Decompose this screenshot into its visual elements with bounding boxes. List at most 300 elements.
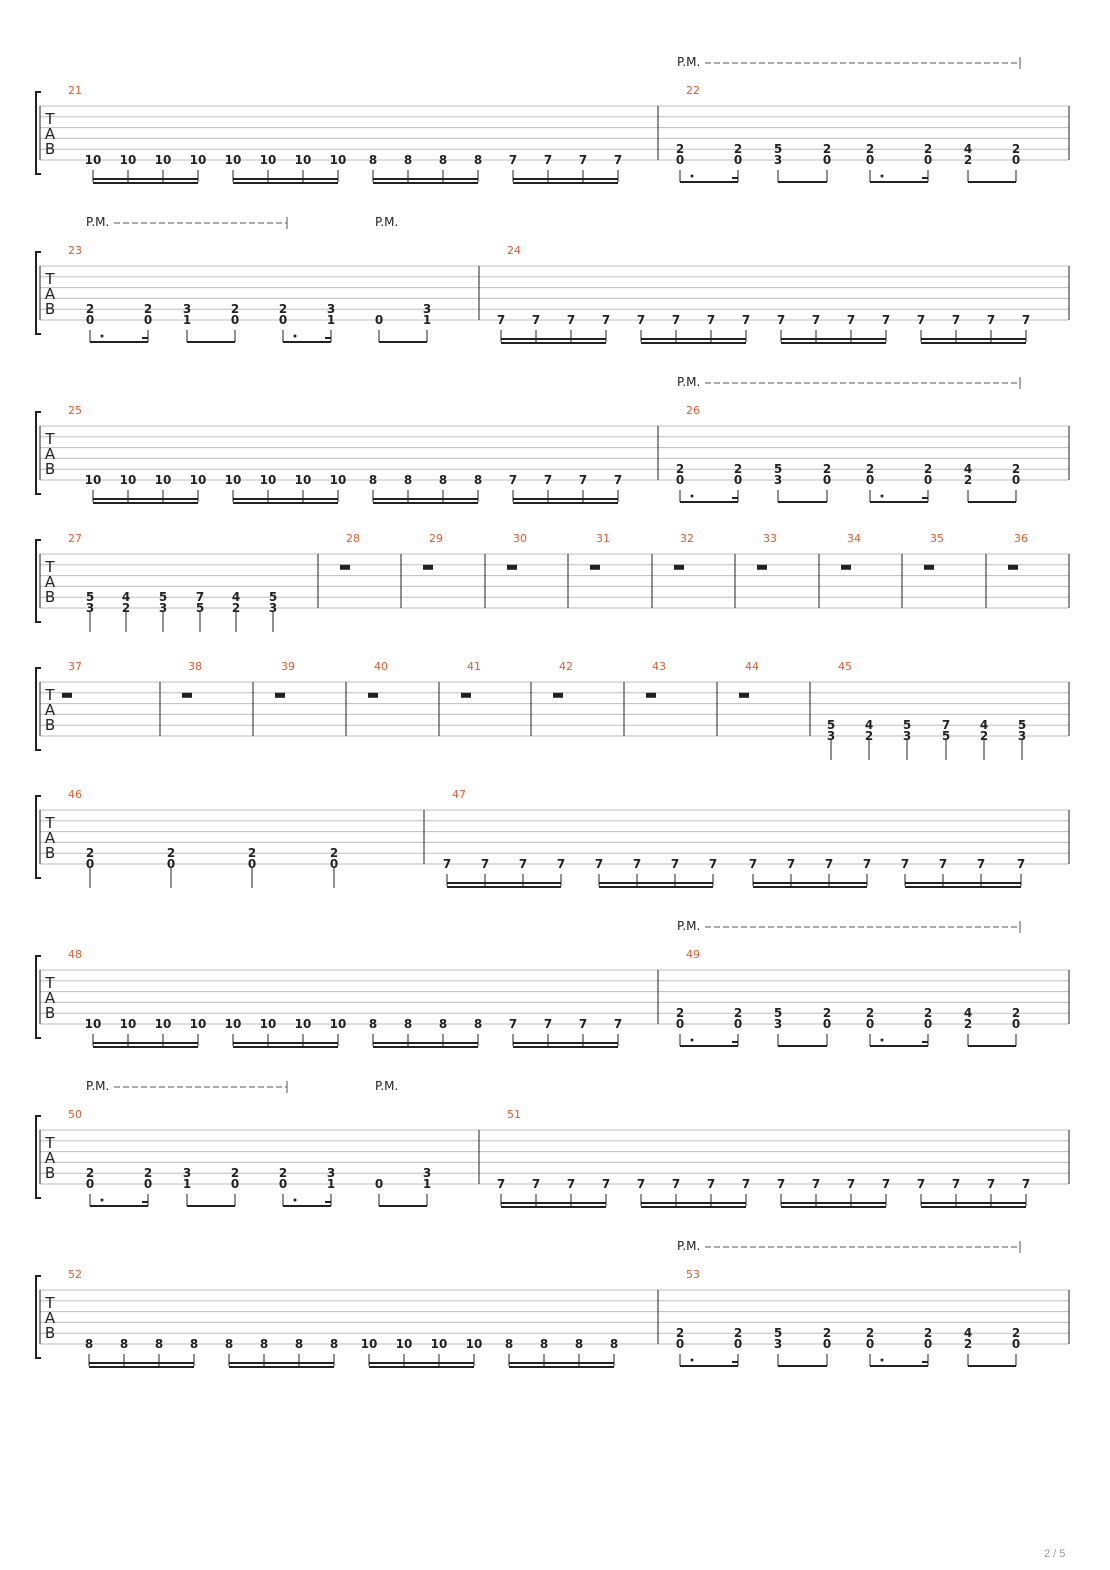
beam: [778, 1365, 827, 1367]
measure-number: 30: [513, 532, 527, 545]
fret-number: 2: [1011, 1006, 1021, 1021]
fret-number: 7: [578, 1017, 588, 1031]
fret-number: 7: [671, 313, 681, 327]
fret-number: 8: [119, 1337, 129, 1351]
fret-number: 0: [143, 313, 153, 327]
tab-clef-letter: B: [44, 140, 56, 158]
whole-rest: [646, 693, 656, 698]
beam: [233, 502, 338, 504]
fret-number: 2: [963, 473, 973, 487]
fret-number: 7: [594, 857, 604, 871]
fret-number: 7: [556, 857, 566, 871]
fret-number: 2: [864, 729, 874, 743]
fret-number: 7: [496, 313, 506, 327]
beam: [599, 882, 713, 884]
whole-rest: [757, 565, 767, 570]
fret-number: 0: [733, 1017, 743, 1031]
fret-number: 10: [259, 153, 277, 167]
tab-clef-letter: T: [45, 110, 55, 128]
fret-number: 2: [865, 462, 875, 477]
fret-number: 0: [675, 1337, 685, 1351]
fret-number: 10: [224, 153, 242, 167]
measure-number: 50: [68, 1108, 82, 1121]
beam: [921, 1202, 1026, 1204]
tab-clef-letter: A: [44, 989, 56, 1007]
beam: [90, 341, 148, 343]
fret-number: 7: [846, 1177, 856, 1191]
beam: [513, 1046, 618, 1048]
fret-number: 2: [822, 462, 832, 477]
fret-number: 0: [1011, 1017, 1021, 1031]
dot: [101, 1199, 104, 1202]
fret-number: 5: [85, 590, 95, 605]
dot: [691, 495, 694, 498]
tab-clef-letter: A: [44, 701, 56, 719]
fret-number: 0: [85, 313, 95, 327]
tab-clef-letter: T: [45, 974, 55, 992]
beam: [513, 498, 618, 500]
fret-number: 2: [1011, 1326, 1021, 1341]
beam: [187, 1205, 235, 1207]
fret-number: 8: [473, 473, 483, 487]
fret-number: 2: [675, 142, 685, 157]
fret-number: 5: [902, 718, 912, 733]
fret-number: 7: [671, 1177, 681, 1191]
beam: [641, 338, 746, 340]
fret-number: 2: [733, 1006, 743, 1021]
fret-number: 3: [158, 601, 168, 615]
fret-number: 0: [675, 153, 685, 167]
fret-number: 7: [543, 473, 553, 487]
beam: [513, 182, 618, 184]
fret-number: 8: [438, 1017, 448, 1031]
fret-number: 7: [1016, 857, 1026, 871]
fret-number: 7: [508, 153, 518, 167]
fret-number: 10: [329, 1017, 347, 1031]
fret-number: 10: [430, 1337, 448, 1351]
fret-number: 0: [230, 1177, 240, 1191]
beam: [513, 502, 618, 504]
measure-number: 46: [68, 788, 82, 801]
measure-number: 45: [838, 660, 852, 673]
fret-number: 0: [822, 1017, 832, 1031]
beam: [90, 1205, 148, 1207]
measure-number: 37: [68, 660, 82, 673]
fret-number: 7: [543, 1017, 553, 1031]
fret-number: 2: [85, 1166, 95, 1181]
whole-rest: [275, 693, 285, 698]
fret-number: 10: [294, 1017, 312, 1031]
fret-number: 4: [963, 1326, 973, 1341]
fret-number: 10: [294, 473, 312, 487]
fret-number: 10: [154, 473, 172, 487]
fret-number: 0: [166, 857, 176, 871]
beam: [778, 501, 827, 503]
measure-number: 25: [68, 404, 82, 417]
fret-number: 5: [195, 601, 205, 615]
fret-number: 3: [826, 729, 836, 743]
fret-number: 4: [963, 462, 973, 477]
fret-number: 1: [182, 313, 192, 327]
fret-number: 10: [84, 153, 102, 167]
fret-number: 7: [442, 857, 452, 871]
tab-clef-letter: T: [45, 558, 55, 576]
fret-number: 8: [84, 1337, 94, 1351]
beam: [781, 338, 886, 340]
beam: [968, 1045, 1016, 1047]
measure-number: 22: [686, 84, 700, 97]
beam: [93, 498, 198, 500]
fret-number: 7: [776, 313, 786, 327]
tab-clef-letter: T: [45, 430, 55, 448]
fret-number: 7: [916, 1177, 926, 1191]
fret-number: 2: [166, 846, 176, 861]
tab-clef-letter: T: [45, 686, 55, 704]
fret-number: 7: [706, 1177, 716, 1191]
tab-clef-letter: A: [44, 1309, 56, 1327]
fret-number: 0: [923, 1337, 933, 1351]
beam: [968, 501, 1016, 503]
fret-number: 5: [773, 462, 783, 477]
beam: [93, 502, 198, 504]
fret-number: 8: [438, 473, 448, 487]
tab-clef-letter: B: [44, 588, 56, 606]
fret-number: 0: [733, 473, 743, 487]
beam: [905, 886, 1021, 888]
measure-number: 26: [686, 404, 700, 417]
measure-number: 40: [374, 660, 388, 673]
beam-stub: [922, 1041, 928, 1043]
fret-number: 10: [119, 473, 137, 487]
fret-number: 7: [601, 1177, 611, 1191]
fret-number: 0: [247, 857, 257, 871]
fret-number: 7: [670, 857, 680, 871]
beam: [229, 1366, 334, 1368]
beam: [870, 1045, 928, 1047]
beam: [753, 886, 867, 888]
beam: [187, 341, 235, 343]
fret-number: 7: [518, 857, 528, 871]
fret-number: 3: [182, 1166, 192, 1181]
fret-number: 2: [1011, 142, 1021, 157]
fret-number: 8: [368, 153, 378, 167]
tab-clef-letter: T: [45, 270, 55, 288]
whole-rest: [368, 693, 378, 698]
fret-number: 2: [865, 1326, 875, 1341]
measure-number: 27: [68, 532, 82, 545]
fret-number: 3: [85, 601, 95, 615]
beam: [373, 498, 478, 500]
fret-number: 7: [601, 313, 611, 327]
tab-clef-letter: B: [44, 1004, 56, 1022]
palm-mute-label: P.M.: [677, 919, 701, 933]
fret-number: 2: [963, 1337, 973, 1351]
beam: [501, 342, 606, 344]
beam: [641, 342, 746, 344]
fret-number: 7: [636, 313, 646, 327]
beam-stub: [142, 337, 148, 339]
beam: [513, 178, 618, 180]
fret-number: 2: [963, 153, 973, 167]
fret-number: 8: [329, 1337, 339, 1351]
fret-number: 7: [951, 1177, 961, 1191]
fret-number: 8: [154, 1337, 164, 1351]
beam: [781, 342, 886, 344]
fret-number: 10: [189, 473, 207, 487]
fret-number: 7: [508, 1017, 518, 1031]
fret-number: 7: [613, 1017, 623, 1031]
fret-number: 2: [733, 462, 743, 477]
fret-number: 7: [566, 313, 576, 327]
fret-number: 0: [230, 313, 240, 327]
palm-mute-label: P.M.: [677, 1239, 701, 1253]
fret-number: 10: [395, 1337, 413, 1351]
beam: [93, 182, 198, 184]
measure-number: 48: [68, 948, 82, 961]
whole-rest: [674, 565, 684, 570]
fret-number: 0: [923, 1017, 933, 1031]
beam: [233, 1046, 338, 1048]
beam: [501, 338, 606, 340]
fret-number: 5: [773, 1326, 783, 1341]
fret-number: 8: [574, 1337, 584, 1351]
fret-number: 2: [963, 1017, 973, 1031]
beam: [513, 1042, 618, 1044]
fret-number: 7: [951, 313, 961, 327]
fret-number: 8: [368, 473, 378, 487]
tab-clef-letter: B: [44, 716, 56, 734]
fret-number: 7: [741, 313, 751, 327]
fret-number: 7: [986, 1177, 996, 1191]
beam-stub: [325, 1201, 331, 1203]
fret-number: 1: [422, 313, 432, 327]
beam: [778, 1045, 827, 1047]
tab-clef-letter: A: [44, 125, 56, 143]
palm-mute-label: P.M.: [375, 215, 399, 229]
fret-number: 5: [1017, 718, 1027, 733]
fret-number: 3: [773, 153, 783, 167]
fret-number: 7: [881, 1177, 891, 1191]
fret-number: 7: [941, 718, 951, 733]
fret-number: 0: [822, 153, 832, 167]
fret-number: 3: [326, 302, 336, 317]
fret-number: 2: [85, 302, 95, 317]
fret-number: 2: [733, 142, 743, 157]
beam: [233, 178, 338, 180]
dot: [881, 175, 884, 178]
fret-number: 0: [822, 473, 832, 487]
fret-number: 7: [748, 857, 758, 871]
fret-number: 7: [632, 857, 642, 871]
tab-clef-letter: A: [44, 285, 56, 303]
whole-rest: [461, 693, 471, 698]
measure-number: 23: [68, 244, 82, 257]
whole-rest: [924, 565, 934, 570]
beam: [781, 1206, 886, 1208]
beam: [921, 342, 1026, 344]
beam-stub: [922, 497, 928, 499]
fret-number: 4: [121, 590, 131, 605]
fret-number: 4: [979, 718, 989, 733]
tab-clef-letter: T: [45, 1134, 55, 1152]
fret-number: 8: [403, 473, 413, 487]
measure-number: 35: [930, 532, 944, 545]
measure-number: 49: [686, 948, 700, 961]
beam: [680, 1045, 738, 1047]
tab-clef-letter: A: [44, 573, 56, 591]
whole-rest: [590, 565, 600, 570]
fret-number: 2: [247, 846, 257, 861]
palm-mute-label: P.M.: [86, 1079, 110, 1093]
fret-number: 7: [480, 857, 490, 871]
fret-number: 8: [259, 1337, 269, 1351]
fret-number: 0: [278, 1177, 288, 1191]
fret-number: 2: [675, 1006, 685, 1021]
fret-number: 10: [119, 1017, 137, 1031]
fret-number: 10: [329, 153, 347, 167]
whole-rest: [507, 565, 517, 570]
palm-mute-label: P.M.: [86, 215, 110, 229]
fret-number: 2: [923, 462, 933, 477]
measure-number: 43: [652, 660, 666, 673]
page-number: 2 / 5: [1044, 1548, 1066, 1560]
tab-clef-letter: A: [44, 829, 56, 847]
measure-number: 44: [745, 660, 759, 673]
beam: [283, 1205, 331, 1207]
beam: [680, 181, 738, 183]
fret-number: 0: [675, 473, 685, 487]
fret-number: 8: [368, 1017, 378, 1031]
fret-number: 2: [733, 1326, 743, 1341]
fret-number: 4: [231, 590, 241, 605]
whole-rest: [182, 693, 192, 698]
fret-number: 0: [733, 153, 743, 167]
beam: [968, 1365, 1016, 1367]
fret-number: 0: [374, 1177, 384, 1191]
whole-rest: [553, 693, 563, 698]
measure-number: 24: [507, 244, 521, 257]
fret-number: 0: [865, 1337, 875, 1351]
tab-clef-letter: B: [44, 460, 56, 478]
fret-number: 0: [329, 857, 339, 871]
fret-number: 0: [923, 473, 933, 487]
fret-number: 7: [636, 1177, 646, 1191]
fret-number: 2: [143, 302, 153, 317]
measure-number: 39: [281, 660, 295, 673]
fret-number: 7: [1021, 1177, 1031, 1191]
fret-number: 0: [143, 1177, 153, 1191]
fret-number: 10: [259, 473, 277, 487]
fret-number: 0: [865, 153, 875, 167]
fret-number: 10: [294, 153, 312, 167]
beam: [680, 501, 738, 503]
fret-number: 10: [360, 1337, 378, 1351]
beam: [501, 1206, 606, 1208]
fret-number: 7: [1021, 313, 1031, 327]
fret-number: 3: [773, 1337, 783, 1351]
fret-number: 5: [773, 142, 783, 157]
dot: [691, 1039, 694, 1042]
fret-number: 0: [675, 1017, 685, 1031]
fret-number: 0: [85, 857, 95, 871]
fret-number: 3: [422, 302, 432, 317]
whole-rest: [841, 565, 851, 570]
fret-number: 3: [902, 729, 912, 743]
fret-number: 2: [979, 729, 989, 743]
beam: [89, 1366, 194, 1368]
beam: [373, 178, 478, 180]
beam-stub: [732, 1041, 738, 1043]
fret-number: 10: [329, 473, 347, 487]
tab-clef-letter: B: [44, 300, 56, 318]
beam: [778, 181, 827, 183]
fret-number: 0: [1011, 1337, 1021, 1351]
beam: [870, 1365, 928, 1367]
fret-number: 8: [403, 153, 413, 167]
fret-number: 8: [504, 1337, 514, 1351]
fret-number: 2: [822, 142, 832, 157]
palm-mute-label: P.M.: [375, 1079, 399, 1093]
fret-number: 8: [403, 1017, 413, 1031]
fret-number: 2: [923, 142, 933, 157]
fret-number: 3: [326, 1166, 336, 1181]
fret-number: 2: [865, 142, 875, 157]
fret-number: 7: [578, 153, 588, 167]
beam: [781, 1202, 886, 1204]
fret-number: 10: [224, 473, 242, 487]
fret-number: 5: [268, 590, 278, 605]
fret-number: 7: [531, 313, 541, 327]
fret-number: 7: [741, 1177, 751, 1191]
fret-number: 7: [916, 313, 926, 327]
beam: [93, 178, 198, 180]
fret-number: 8: [539, 1337, 549, 1351]
measure-number: 36: [1014, 532, 1028, 545]
beam-stub: [732, 497, 738, 499]
dot: [881, 1039, 884, 1042]
measure-number: 29: [429, 532, 443, 545]
fret-number: 7: [881, 313, 891, 327]
measure-number: 33: [763, 532, 777, 545]
fret-number: 7: [811, 1177, 821, 1191]
whole-rest: [739, 693, 749, 698]
beam: [870, 181, 928, 183]
measure-number: 52: [68, 1268, 82, 1281]
beam: [921, 338, 1026, 340]
beam: [379, 341, 427, 343]
fret-number: 3: [268, 601, 278, 615]
fret-number: 3: [422, 1166, 432, 1181]
beam: [233, 1042, 338, 1044]
fret-number: 5: [941, 729, 951, 743]
fret-number: 4: [864, 718, 874, 733]
fret-number: 0: [733, 1337, 743, 1351]
fret-number: 7: [613, 473, 623, 487]
beam-stub: [922, 177, 928, 179]
beam: [233, 498, 338, 500]
fret-number: 7: [938, 857, 948, 871]
fret-number: 1: [326, 1177, 336, 1191]
dot: [881, 495, 884, 498]
fret-number: 0: [865, 1017, 875, 1031]
fret-number: 3: [773, 1017, 783, 1031]
fret-number: 7: [811, 313, 821, 327]
palm-mute-label: P.M.: [677, 375, 701, 389]
fret-number: 10: [154, 153, 172, 167]
beam: [93, 1046, 198, 1048]
beam-stub: [142, 1201, 148, 1203]
fret-number: 10: [154, 1017, 172, 1031]
